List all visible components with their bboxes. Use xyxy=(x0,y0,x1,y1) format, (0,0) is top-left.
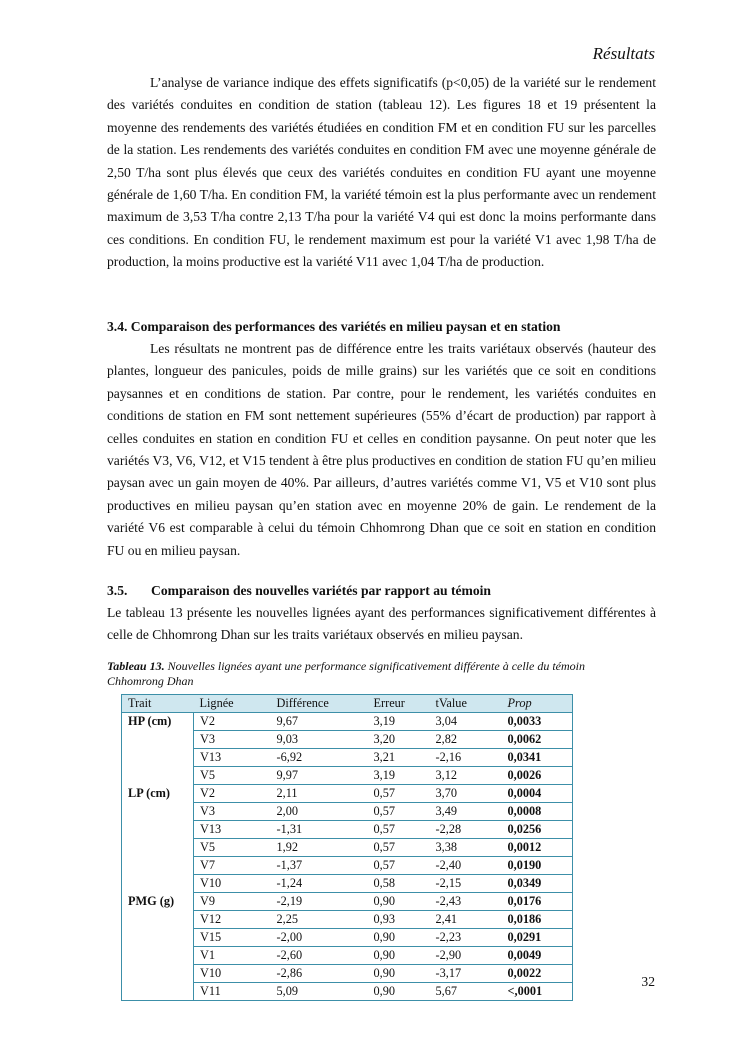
erreur-cell: 0,90 xyxy=(368,929,430,947)
tvalue-cell: 3,70 xyxy=(430,785,502,803)
col-header-lignee: Lignée xyxy=(194,695,271,713)
lignee-cell: V12 xyxy=(194,911,271,929)
erreur-cell: 0,90 xyxy=(368,983,430,1001)
erreur-cell: 0,90 xyxy=(368,893,430,911)
tvalue-cell: 2,41 xyxy=(430,911,502,929)
tvalue-cell: -2,40 xyxy=(430,857,502,875)
erreur-cell: 0,57 xyxy=(368,839,430,857)
paragraph-anova xyxy=(107,72,656,274)
table-header-row xyxy=(122,695,573,713)
prop-cell: <,0001 xyxy=(502,983,573,1001)
prop-cell: 0,0022 xyxy=(502,965,573,983)
lignee-cell: V2 xyxy=(194,785,271,803)
col-header-prop: Prop xyxy=(502,695,573,713)
tvalue-cell: 3,04 xyxy=(430,713,502,731)
prop-cell: 0,0049 xyxy=(502,947,573,965)
difference-cell: -2,19 xyxy=(271,893,368,911)
tvalue-cell: -2,23 xyxy=(430,929,502,947)
tvalue-cell: 3,12 xyxy=(430,767,502,785)
lignee-cell: V15 xyxy=(194,929,271,947)
lignee-cell: V1 xyxy=(194,947,271,965)
difference-cell: 2,11 xyxy=(271,785,368,803)
prop-cell: 0,0349 xyxy=(502,875,573,893)
erreur-cell: 3,20 xyxy=(368,731,430,749)
difference-cell: 9,03 xyxy=(271,731,368,749)
erreur-cell: 0,57 xyxy=(368,821,430,839)
table-row xyxy=(122,893,573,911)
tvalue-cell: -2,15 xyxy=(430,875,502,893)
trait-cell: HP (cm) xyxy=(122,713,194,785)
tvalue-cell: -3,17 xyxy=(430,965,502,983)
prop-cell: 0,0008 xyxy=(502,803,573,821)
table-row xyxy=(122,713,573,731)
prop-cell: 0,0341 xyxy=(502,749,573,767)
lignee-cell: V3 xyxy=(194,803,271,821)
difference-cell: 9,67 xyxy=(271,713,368,731)
difference-cell: 1,92 xyxy=(271,839,368,857)
prop-cell: 0,0256 xyxy=(502,821,573,839)
paragraph-table-intro: Le tableau 13 présente les nouvelles lignées ayant des performances significativement différentes à celle de Chhomrong Dhan sur les traits variétaux observés en milieu paysan. xyxy=(107,605,656,643)
prop-cell: 0,0176 xyxy=(502,893,573,911)
paragraph-comparison xyxy=(107,338,656,562)
running-header: Résultats xyxy=(592,44,655,63)
lignee-cell: V10 xyxy=(194,875,271,893)
table-caption xyxy=(107,659,587,689)
difference-cell: -6,92 xyxy=(271,749,368,767)
erreur-cell: 0,58 xyxy=(368,875,430,893)
difference-cell: -1,37 xyxy=(271,857,368,875)
erreur-cell: 3,21 xyxy=(368,749,430,767)
difference-cell: 2,25 xyxy=(271,911,368,929)
prop-cell: 0,0004 xyxy=(502,785,573,803)
erreur-cell: 0,57 xyxy=(368,803,430,821)
lignee-cell: V13 xyxy=(194,749,271,767)
difference-cell: -1,24 xyxy=(271,875,368,893)
prop-cell: 0,0190 xyxy=(502,857,573,875)
trait-cell: PMG (g) xyxy=(122,893,194,1001)
prop-cell: 0,0186 xyxy=(502,911,573,929)
tvalue-cell: -2,16 xyxy=(430,749,502,767)
erreur-cell: 0,93 xyxy=(368,911,430,929)
lignee-cell: V5 xyxy=(194,767,271,785)
page-number: 32 xyxy=(641,974,655,989)
prop-cell: 0,0026 xyxy=(502,767,573,785)
section-title: Comparaison des nouvelles variétés par rapport au témoin xyxy=(151,583,491,598)
tvalue-cell: 3,38 xyxy=(430,839,502,857)
lignee-cell: V7 xyxy=(194,857,271,875)
paragraph-comparison-text: Les résultats ne montrent pas de différence entre les traits variétaux observés (hauteur des plantes, longueur des panicules, poids de mille grains) sur les variétés que ce soit en conditions paysannes et en conditions de station. Par contre, pour le rendement, les variétés conduites en conditions de station en FM sont nettement supérieures (55% d’écart de production) par rapport à celles conduites en station en condition FU et celles en condition paysanne. On peut noter que les variétés V3, V6, V12, et V15 tendent à être plus productives en condition de station FU qu’en milieu paysan avec un gain moyen de 40%. Par ailleurs, d’autres variétés comme V1, V5 et V10 sont plus productives en milieu paysan qu’en station avec en moyenne 20% de gain. Le rendement de la variété V6 est comparable à celui du témoin Chhomrong Dhan que ce soit en station en condition FU ou en milieu paysan. xyxy=(107,341,656,558)
difference-cell: -2,60 xyxy=(271,947,368,965)
col-header-trait: Trait xyxy=(122,695,194,713)
tvalue-cell: -2,43 xyxy=(430,893,502,911)
trait-cell: LP (cm) xyxy=(122,785,194,893)
table-caption-text: Nouvelles lignées ayant une performance significativement différente à celle du témoin Chhomrong Dhan xyxy=(107,659,586,688)
difference-cell: -2,00 xyxy=(271,929,368,947)
prop-cell: 0,0012 xyxy=(502,839,573,857)
lignee-cell: V5 xyxy=(194,839,271,857)
col-header-difference: Différence xyxy=(271,695,368,713)
difference-cell: 2,00 xyxy=(271,803,368,821)
table-row xyxy=(122,785,573,803)
lignee-cell: V9 xyxy=(194,893,271,911)
prop-cell: 0,0291 xyxy=(502,929,573,947)
section-heading-3-4: 3.4. Comparaison des performances des variétés en milieu paysan et en station xyxy=(107,319,561,334)
tvalue-cell: 3,49 xyxy=(430,803,502,821)
results-table xyxy=(121,694,573,1001)
difference-cell: 5,09 xyxy=(271,983,368,1001)
lignee-cell: V11 xyxy=(194,983,271,1001)
erreur-cell: 0,57 xyxy=(368,857,430,875)
lignee-cell: V13 xyxy=(194,821,271,839)
lignee-cell: V10 xyxy=(194,965,271,983)
section-heading-3-5 xyxy=(107,583,656,599)
tvalue-cell: -2,90 xyxy=(430,947,502,965)
tvalue-cell: 5,67 xyxy=(430,983,502,1001)
tvalue-cell: -2,28 xyxy=(430,821,502,839)
erreur-cell: 0,90 xyxy=(368,965,430,983)
col-header-tvalue: tValue xyxy=(430,695,502,713)
tvalue-cell: 2,82 xyxy=(430,731,502,749)
col-header-erreur: Erreur xyxy=(368,695,430,713)
section-number: 3.5. xyxy=(107,583,128,598)
lignee-cell: V3 xyxy=(194,731,271,749)
prop-cell: 0,0033 xyxy=(502,713,573,731)
lignee-cell: V2 xyxy=(194,713,271,731)
erreur-cell: 3,19 xyxy=(368,767,430,785)
difference-cell: -1,31 xyxy=(271,821,368,839)
paragraph-anova-text: L’analyse de variance indique des effets significatifs (p<0,05) de la variété sur le rendement des variétés conduites en condition de station (tableau 12). Les figures 18 et 19 présentent la moyenne des rendements des variétés étudiées en condition FM et en condition FU sur les parcelles de la station. Les rendements des variétés conduites en condition FM avec une moyenne générale de 2,50 T/ha sont plus élevés que ceux des variétés conduites en condition FU ayant une moyenne générale de 1,60 T/ha. En condition FM, la variété témoin est la plus performante avec un rendement maximum de 3,53 T/ha contre 2,13 T/ha pour la variété V4 qui est donc la moins performante dans ces conditions. En condition FU, le rendement maximum est pour la variété V1 avec 1,98 T/ha de production, la moins productive est la variété V11 avec 1,04 T/ha de production. xyxy=(107,75,656,270)
table-caption-label: Tableau 13. xyxy=(107,659,165,673)
prop-cell: 0,0062 xyxy=(502,731,573,749)
erreur-cell: 3,19 xyxy=(368,713,430,731)
erreur-cell: 0,90 xyxy=(368,947,430,965)
erreur-cell: 0,57 xyxy=(368,785,430,803)
difference-cell: 9,97 xyxy=(271,767,368,785)
difference-cell: -2,86 xyxy=(271,965,368,983)
